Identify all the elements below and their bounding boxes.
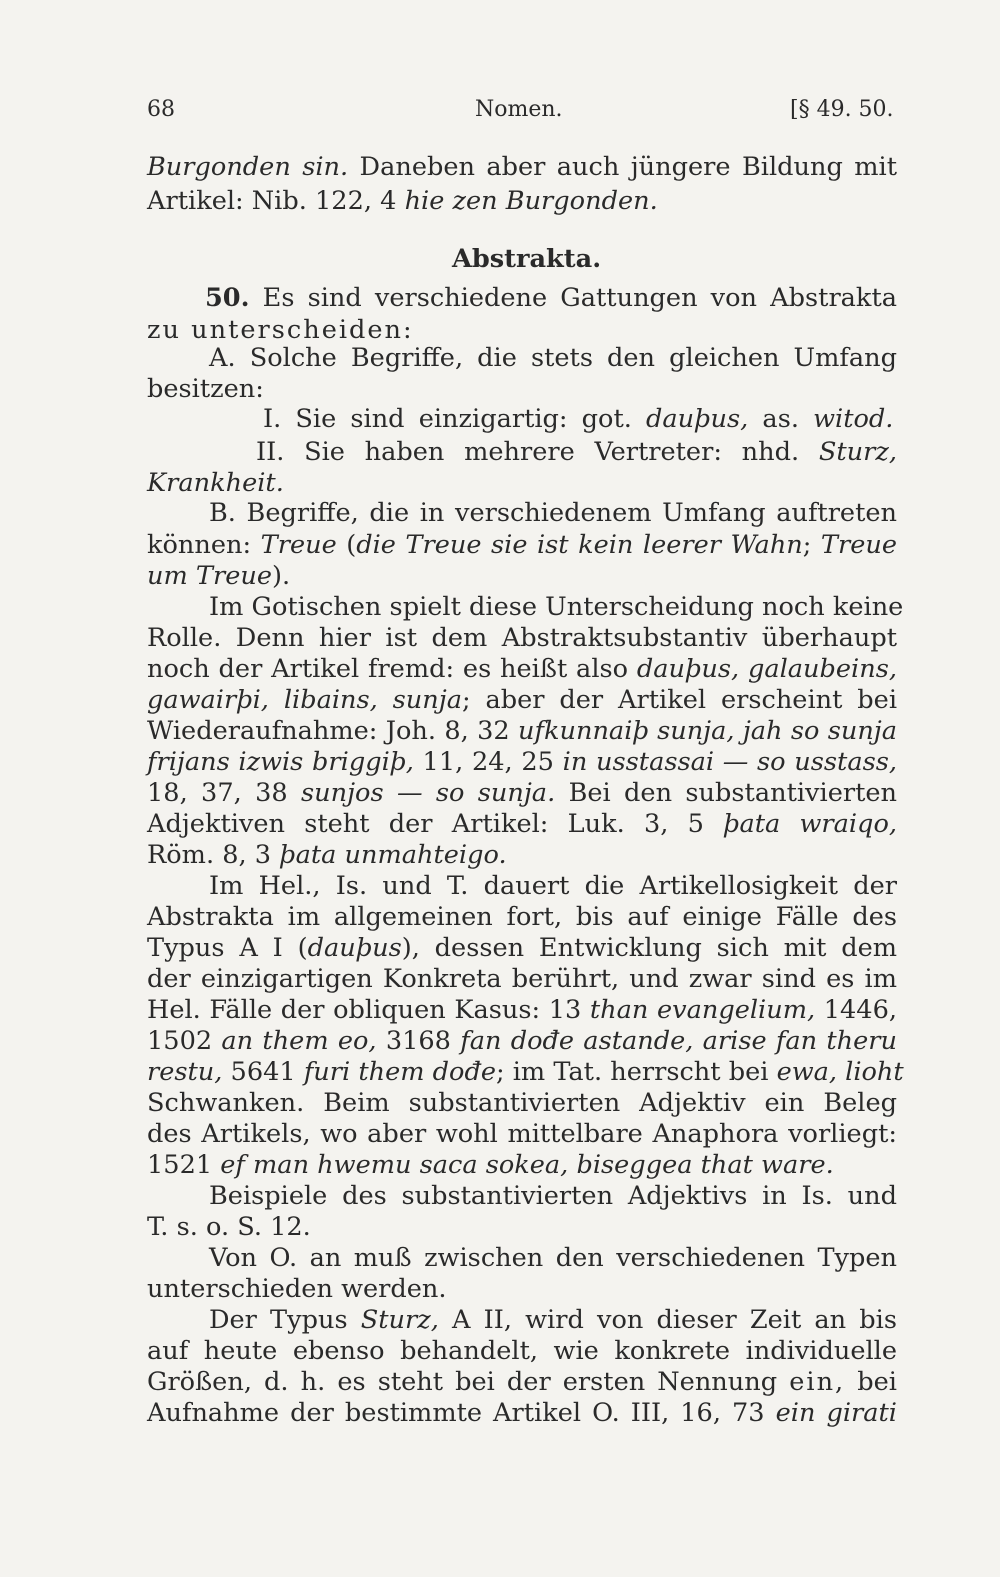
text-line: Rolle. Denn hier ist dem Abstraktsubstantiv überhaupt <box>147 623 897 653</box>
text-line: Krankheit. <box>147 468 284 498</box>
section-reference: [§ 49. 50. <box>790 97 894 122</box>
text-line: der einzigartigen Konkreta berührt, und zwar sind es im <box>147 964 897 994</box>
text-line: 50. Es sind verschiedene Gattungen von Abstrakta <box>205 283 897 313</box>
text-line: Adjektiven steht der Artikel: Luk. 3, 5 þata wraiqo, <box>147 809 897 839</box>
text-line: Abstrakta im allgemeinen fort, bis auf einige Fälle des <box>147 902 897 932</box>
text-line: Der Typus Sturz, A II, wird von dieser Zeit an bis <box>209 1305 897 1335</box>
text-line: Burgonden sin. Daneben aber auch jüngere Bildung mit <box>147 152 897 182</box>
text-line: Im Hel., Is. und T. dauert die Artikellosigkeit der <box>209 871 897 901</box>
text-line: Röm. 8, 3 þata unmahteigo. <box>147 840 507 870</box>
text-line: unterschieden werden. <box>147 1274 447 1304</box>
text-line: können: Treue (die Treue sie ist kein leerer Wahn; Treue <box>147 530 897 560</box>
text-line: 18, 37, 38 sunjos — so sunja. Bei den substantivierten <box>147 778 897 808</box>
text-line: I. Sie sind einzigartig: got. dauþus, as. witod. <box>263 404 894 434</box>
text-line: um Treue). <box>147 561 291 591</box>
text-line: T. s. o. S. 12. <box>147 1212 311 1242</box>
section-heading: Abstrakta. <box>452 244 602 274</box>
text-line: Wiederaufnahme: Joh. 8, 32 ufkunnaiþ sunja, jah so sunja <box>147 716 898 746</box>
text-line: restu, 5641 furi them dođe; im Tat. herrscht bei ewa, lioht <box>147 1057 904 1087</box>
text-line: Größen, d. h. es steht bei der ersten Nennung ein, bei <box>147 1367 897 1397</box>
text-line: Typus A I (dauþus), dessen Entwicklung sich mit dem <box>147 933 897 963</box>
text-line: Im Gotischen spielt diese Unterscheidung noch keine <box>209 592 904 622</box>
text-line: Beispiele des substantivierten Adjektivs in Is. und <box>209 1181 897 1211</box>
text-line: frijans izwis briggiþ, 11, 24, 25 in usstassai — so usstass, <box>147 747 898 777</box>
text-line: des Artikels, wo aber wohl mittelbare Anaphora vorliegt: <box>147 1119 897 1149</box>
text-line: zu unterscheiden: <box>147 315 414 345</box>
text-line: Von O. an muß zwischen den verschiedenen Typen <box>209 1243 897 1273</box>
text-line: auf heute ebenso behandelt, wie konkrete individuelle <box>147 1336 897 1366</box>
text-line: B. Begriffe, die in verschiedenem Umfang auftreten <box>209 498 897 528</box>
running-title: Nomen. <box>475 97 563 122</box>
text-line: noch der Artikel fremd: es heißt also dauþus, galaubeins, <box>147 654 898 684</box>
text-line: gawairþi, libains, sunja; aber der Artikel erscheint bei <box>147 685 898 715</box>
text-line: besitzen: <box>147 374 264 404</box>
text-line: 1502 an them eo, 3168 fan dođe astande, arise fan theru <box>147 1026 897 1056</box>
text-line: Hel. Fälle der obliquen Kasus: 13 than evangelium, 1446, <box>147 995 897 1025</box>
text-line: II. Sie haben mehrere Vertreter: nhd. Sturz, <box>256 437 897 467</box>
text-line: Aufnahme der bestimmte Artikel O. III, 16, 73 ein girati <box>147 1398 897 1428</box>
text-line: Artikel: Nib. 122, 4 hie zen Burgonden. <box>147 186 658 216</box>
text-line: A. Solche Begriffe, die stets den gleichen Umfang <box>209 343 897 373</box>
page-number: 68 <box>147 97 175 122</box>
text-line: 1521 ef man hwemu saca sokea, biseggea that ware. <box>147 1150 834 1180</box>
text-line: Schwanken. Beim substantivierten Adjektiv ein Beleg <box>147 1088 897 1118</box>
